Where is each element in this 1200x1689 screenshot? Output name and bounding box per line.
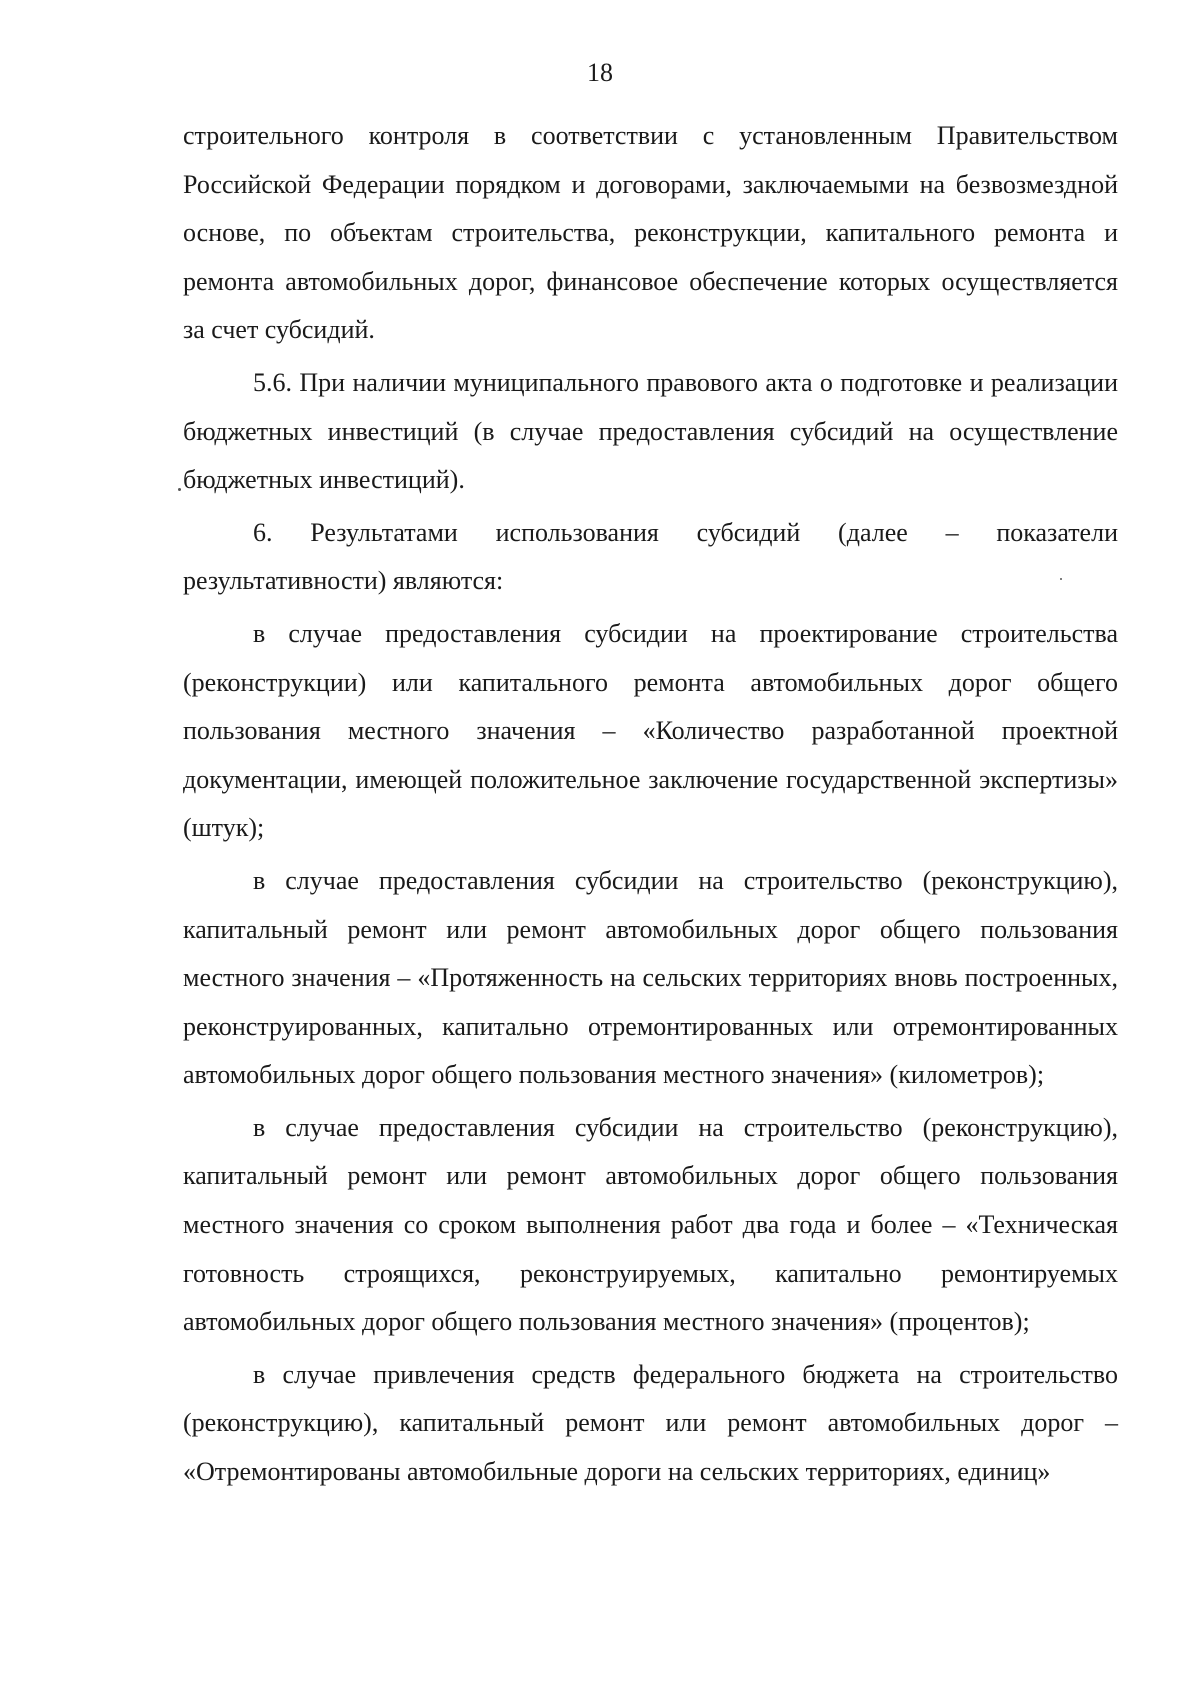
paragraph-6: 6. Результатами использования субсидий (далее – показатели результативности) являются:: [183, 517, 1118, 596]
page-number: 18: [587, 58, 613, 87]
document-body: [183, 112, 1118, 1497]
paragraph-5-6: 5.6. При наличии муниципального правового акта о подготовке и реализации бюджетных инвестиций (в случае предоставления субсидий на осуществление бюджетных инвестиций).: [183, 367, 1118, 495]
paragraph-federal-budget-indicator: в случае привлечения средств федерального бюджета на строительство (реконструкцию), капитальный ремонт или ремонт автомобильных дорог – «Отремонтированы автомобильные дороги на сельских территориях, единиц»: [183, 1359, 1118, 1487]
paragraph-construction-control: строительного контроля в соответствии с установленным Правительством Российской Федерации порядком и договорами, заключаемыми на безвозмездной основе, по объектам строительства, реконструкции, капитального ремонта и ремонта автомобильных дорог, финансовое обеспечение которых осуществляется за счет субсидий.: [183, 121, 1118, 345]
paragraph-length-indicator: в случае предоставления субсидии на строительство (реконструкцию), капитальный ремонт или ремонт автомобильных дорог общего пользования местного значения – «Протяженность на сельских территориях вновь построенных, реконструированных, капитально отремонтированных или отремонтированных автомобильных дорог общего пользования местного значения» (километров);: [183, 865, 1118, 1090]
scan-speck: [1060, 578, 1062, 580]
paragraph-readiness-indicator: в случае предоставления субсидии на строительство (реконструкцию), капитальный ремонт или ремонт автомобильных дорог общего пользования местного значения со сроком выполнения работ два года и более – «Техническая готовность строящихся, реконструируемых, капитально ремонтируемых автомобильных дорог общего пользования местного значения» (процентов);: [183, 1112, 1118, 1337]
paragraph-design-indicator: в случае предоставления субсидии на проектирование строительства (реконструкции) или капитального ремонта автомобильных дорог общего пользования местного значения – «Количество разработанной проектной документации, имеющей положительное заключение государственной экспертизы» (штук);: [183, 618, 1118, 843]
scan-speck: [178, 488, 181, 491]
